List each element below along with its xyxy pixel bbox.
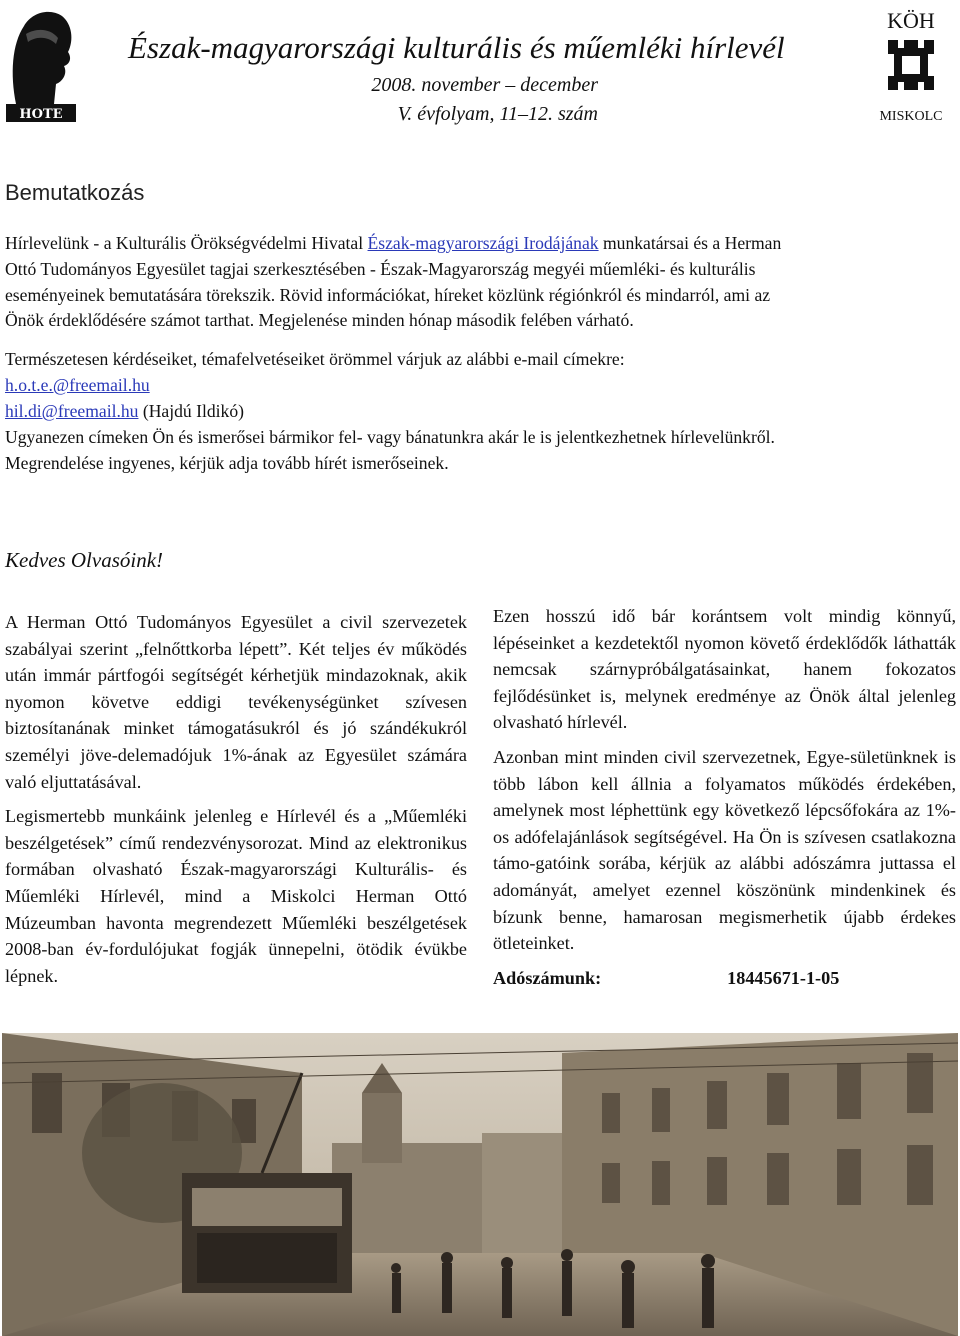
hote-logo (6, 4, 76, 124)
office-link[interactable]: Észak-magyarországi Irodájának (367, 233, 599, 253)
issue-volume: V. évfolyam, 11–12. szám (397, 103, 598, 125)
historic-street-photo (2, 1033, 958, 1336)
right-column (493, 603, 956, 999)
greeting: Kedves Olvasóink! (5, 548, 164, 572)
left-paragraph-1: A Herman Ottó Tudományos Egyesület a civil szervezetek szabályai szerint „felnőttkorba lépett”. Két teljes év működés után immár pártfogói segítségét kérhetjük mindazoknak, akik nyomon követve eddigi tevékenységünket szívesen biztosítanának minket támogatásukról és jó szándékukról személyi jöve-delemadójuk 1%-ának az Egyesület számára való eljuttatásával. (5, 612, 467, 792)
intro-paragraph-1: Hírlevelünk - a Kulturális Örökségvédelmi Hivatal Észak-magyarországi Irodájának munkatársai és a Herman Ottó Tudományos Egyesület tagjai szerkesztésében - Észak-Magyarország megyéi műemléki- és kulturális eseményeinek bemutatására törekszik. Rövid információkat, híreket közlünk régiónkról és mindarról, ami az Önök érdeklődésére számot tarthat. Megjelenése minden hónap második felében várható. (5, 233, 782, 331)
email-note: (Hajdú Ildikó) (138, 401, 245, 421)
right-paragraph-1: Ezen hosszú idő bár korántsem volt mindig könnyű, lépéseinket a kezdetektől nyomon követő érdeklődők láthatták nemcsak szárnypróbálgatásainkat, hanem fokozatos fejlődésünket is, melynek eredménye az Önök által jelenleg olvasható hírlevél. (493, 606, 956, 733)
koh-text: KÖH (887, 8, 935, 33)
koh-miskolc-logo (868, 4, 954, 124)
right-paragraph-2: Azonban mint minden civil szervezetnek, Egye-sületünknek is több lábon kell állnia a folyamatos működés érdekében, amelynek most léphettünk egy következő lépcsőfokára az 1%-os adófelajánlások segítségével. Ha Ön is szívesen csatlakozna támo-gatóink sorába, kérjük az alábbi adószámra juttassa el adományát, amelyet ezennel köszönünk mindenkinek és bízunk benne, hamarosan megismerhetik újabb érdekes ötleteinket. (493, 746, 956, 954)
email-link-hajdu[interactable]: hil.di@freemail.hu (5, 401, 139, 421)
section-title: Bemutatkozás (5, 180, 145, 205)
newsletter-title: Észak-magyarországi kulturális és műemléki hírlevél (128, 30, 785, 65)
left-paragraph-2: Legismertebb munkáink jelenleg e Hírlevél és a „Műemléki beszélgetések” című rendezvénysorozat. Mind az elektronikus formában olvasható Észak-magyarországi Kulturális- és Műemléki Hírlevél, mind a Miskolci Herman Ottó Múzeumban havonta megrendezett Műemléki beszélgetések 2008-ban év-fordulójukat fogják ünnepelni, ötödik évükbe lépnek. (5, 806, 467, 986)
issue-date: 2008. november – december (371, 74, 598, 96)
left-column (5, 609, 467, 997)
intro-paragraph-3: Ugyanezen címeken Ön és ismerősei bármikor fel- vagy bánatunkra akár le is jelentkezhetnek hírlevelünkről. (5, 427, 775, 447)
tax-label: Adószámunk: (493, 967, 602, 988)
tax-number: 18445671-1-05 (727, 967, 840, 988)
email-link-hote[interactable]: h.o.t.e.@freemail.hu (5, 375, 150, 395)
intro-paragraph-2: Természetesen kérdéseiket, témafelvetéseiket örömmel várjuk az alábbi e-mail címekre: (5, 349, 625, 369)
miskolc-text: MISKOLC (879, 109, 943, 124)
hote-logo-text: HOTE (19, 107, 63, 122)
intro-paragraph-4: Megrendelése ingyenes, kérjük adja tovább hírét ismerőseinek. (5, 453, 449, 473)
